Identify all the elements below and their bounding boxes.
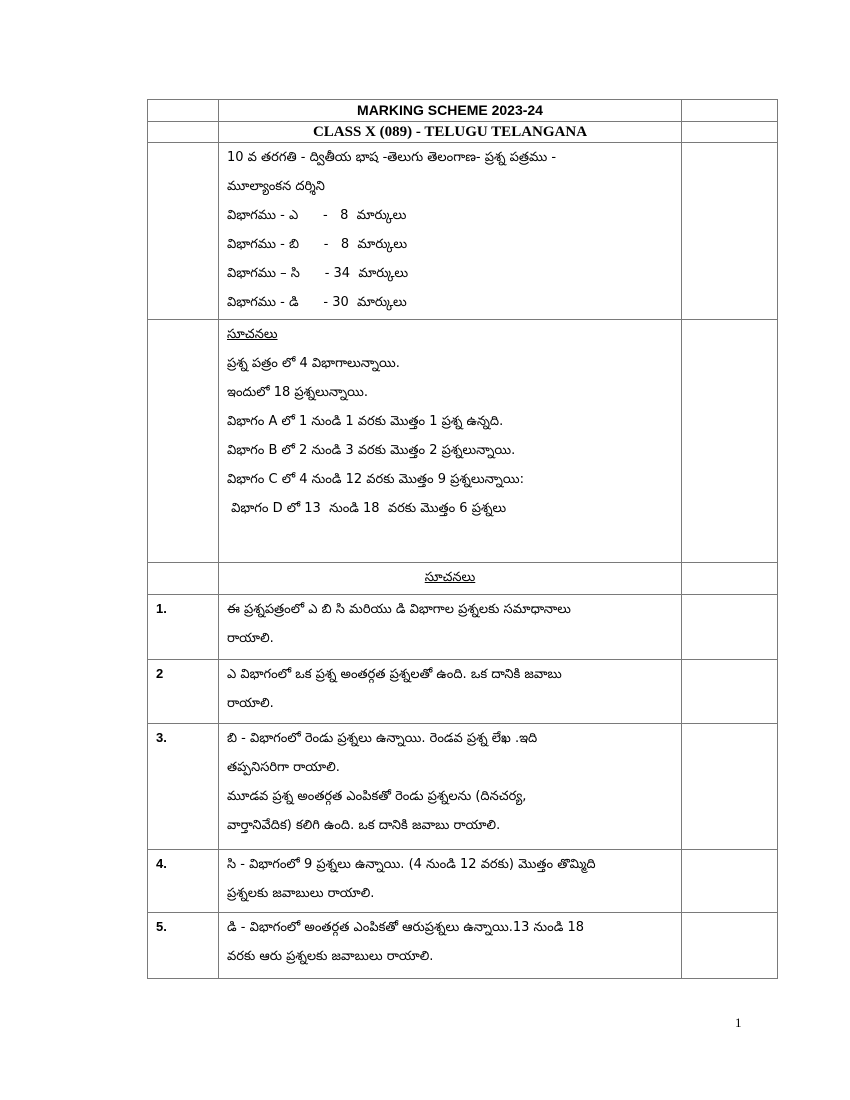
empty-cell	[682, 122, 778, 143]
empty-cell	[148, 143, 219, 320]
instruction-text: డి - విభాగంలో అంతర్గత ఎంపికతో ఆరుప్రశ్నలు ఉన్నాయి.13 నుండి 18 వరకు ఆరు ప్రశ్నలకు జవాబులు రాయాలి.	[219, 913, 682, 979]
empty-cell	[682, 724, 778, 850]
intro-cell	[219, 143, 682, 320]
instructions-heading-cell	[219, 563, 682, 595]
empty-cell	[682, 143, 778, 320]
instructions-heading: సూచనలు	[424, 570, 476, 585]
empty-cell	[682, 100, 778, 122]
instruction-text: సి - విభాగంలో 9 ప్రశ్నలు ఉన్నాయి. (4 నుండి 12 వరకు) మొత్తం తొమ్మిది ప్రశ్నలకు జవాబులు రాయాలి.	[219, 850, 682, 913]
notes-line: ఇందులో 18 ప్రశ్నలున్నాయి.	[227, 385, 368, 400]
section-marks: విభాగము - ఎ - 8 మార్కులు	[227, 208, 407, 223]
notes-line: విభాగం B లో 2 నుండి 3 వరకు మొత్తం 2 ప్రశ్నలున్నాయి.	[227, 443, 516, 458]
page-number: 1	[735, 1015, 742, 1030]
section-marks: విభాగము - డి - 30 మార్కులు	[227, 295, 407, 310]
notes-line: విభాగం A లో 1 నుండి 1 వరకు మొత్తం 1 ప్రశ్న ఉన్నది.	[227, 414, 504, 429]
instruction-text: ఎ విభాగంలో ఒక ప్రశ్న అంతర్గత ప్రశ్నలతో ఉంది. ఒక దానికి జవాబు రాయాలి.	[219, 660, 682, 724]
intro-line: మూల్యాంకన దర్శిని	[227, 179, 325, 194]
notes-line: ప్రశ్న పత్రం లో 4 విభాగాలున్నాయి.	[227, 356, 400, 371]
intro-line: 10 వ తరగతి - ద్వితీయ భాష -తెలుగు తెలంగాణ- ప్రశ్న పత్రము -	[227, 150, 557, 165]
instruction-number: 4.	[148, 850, 219, 913]
instruction-row	[148, 724, 778, 850]
instruction-row	[148, 913, 778, 979]
instruction-number: 5.	[148, 913, 219, 979]
notes-row	[148, 320, 778, 563]
instruction-number: 1.	[148, 595, 219, 660]
instructions-heading-row	[148, 563, 778, 595]
empty-cell	[148, 563, 219, 595]
instruction-number: 2	[148, 660, 219, 724]
empty-cell	[148, 122, 219, 143]
notes-heading: సూచనలు	[227, 327, 278, 342]
notes-cell	[219, 320, 682, 563]
instruction-text: బి - విభాగంలో రెండు ప్రశ్నలు ఉన్నాయి. రెండవ ప్రశ్న లేఖ .ఇది తప్పనిసరిగా రాయాలి. మూడవ ప్రశ్న అంతర్గత ఎంపికతో రెండు ప్రశ్నలను (దినచర్య, వార్తానివేదిక) కలిగి ఉంది. ఒక దానికి జవాబు రాయాలి.	[219, 724, 682, 850]
section-marks: విభాగము - బి - 8 మార్కులు	[227, 237, 408, 252]
empty-cell	[682, 563, 778, 595]
empty-cell	[148, 320, 219, 563]
intro-row	[148, 143, 778, 320]
title-row	[148, 100, 778, 122]
document-title: MARKING SCHEME 2023-24	[219, 100, 682, 122]
notes-line: విభాగం D లో 13 నుండి 18 వరకు మొత్తం 6 ప్రశ్నలు	[227, 501, 507, 516]
notes-line: విభాగం C లో 4 నుండి 12 వరకు మొత్తం 9 ప్రశ్నలున్నాయి:	[227, 472, 524, 487]
instruction-row	[148, 850, 778, 913]
empty-cell	[682, 595, 778, 660]
instruction-number: 3.	[148, 724, 219, 850]
empty-cell	[682, 320, 778, 563]
empty-cell	[682, 660, 778, 724]
empty-cell	[148, 100, 219, 122]
marking-scheme-table	[147, 99, 778, 979]
instruction-row	[148, 595, 778, 660]
empty-cell	[682, 913, 778, 979]
instruction-text: ఈ ప్రశ్నపత్రంలో ఎ బి సి మరియు డి విభాగాల ప్రశ్నలకు సమాధానాలు రాయాలి.	[219, 595, 682, 660]
section-marks: విభాగము – సి - 34 మార్కులు	[227, 266, 409, 281]
subtitle-row	[148, 122, 778, 143]
document-subtitle: CLASS X (089) - TELUGU TELANGANA	[219, 122, 682, 143]
instruction-row	[148, 660, 778, 724]
empty-cell	[682, 850, 778, 913]
